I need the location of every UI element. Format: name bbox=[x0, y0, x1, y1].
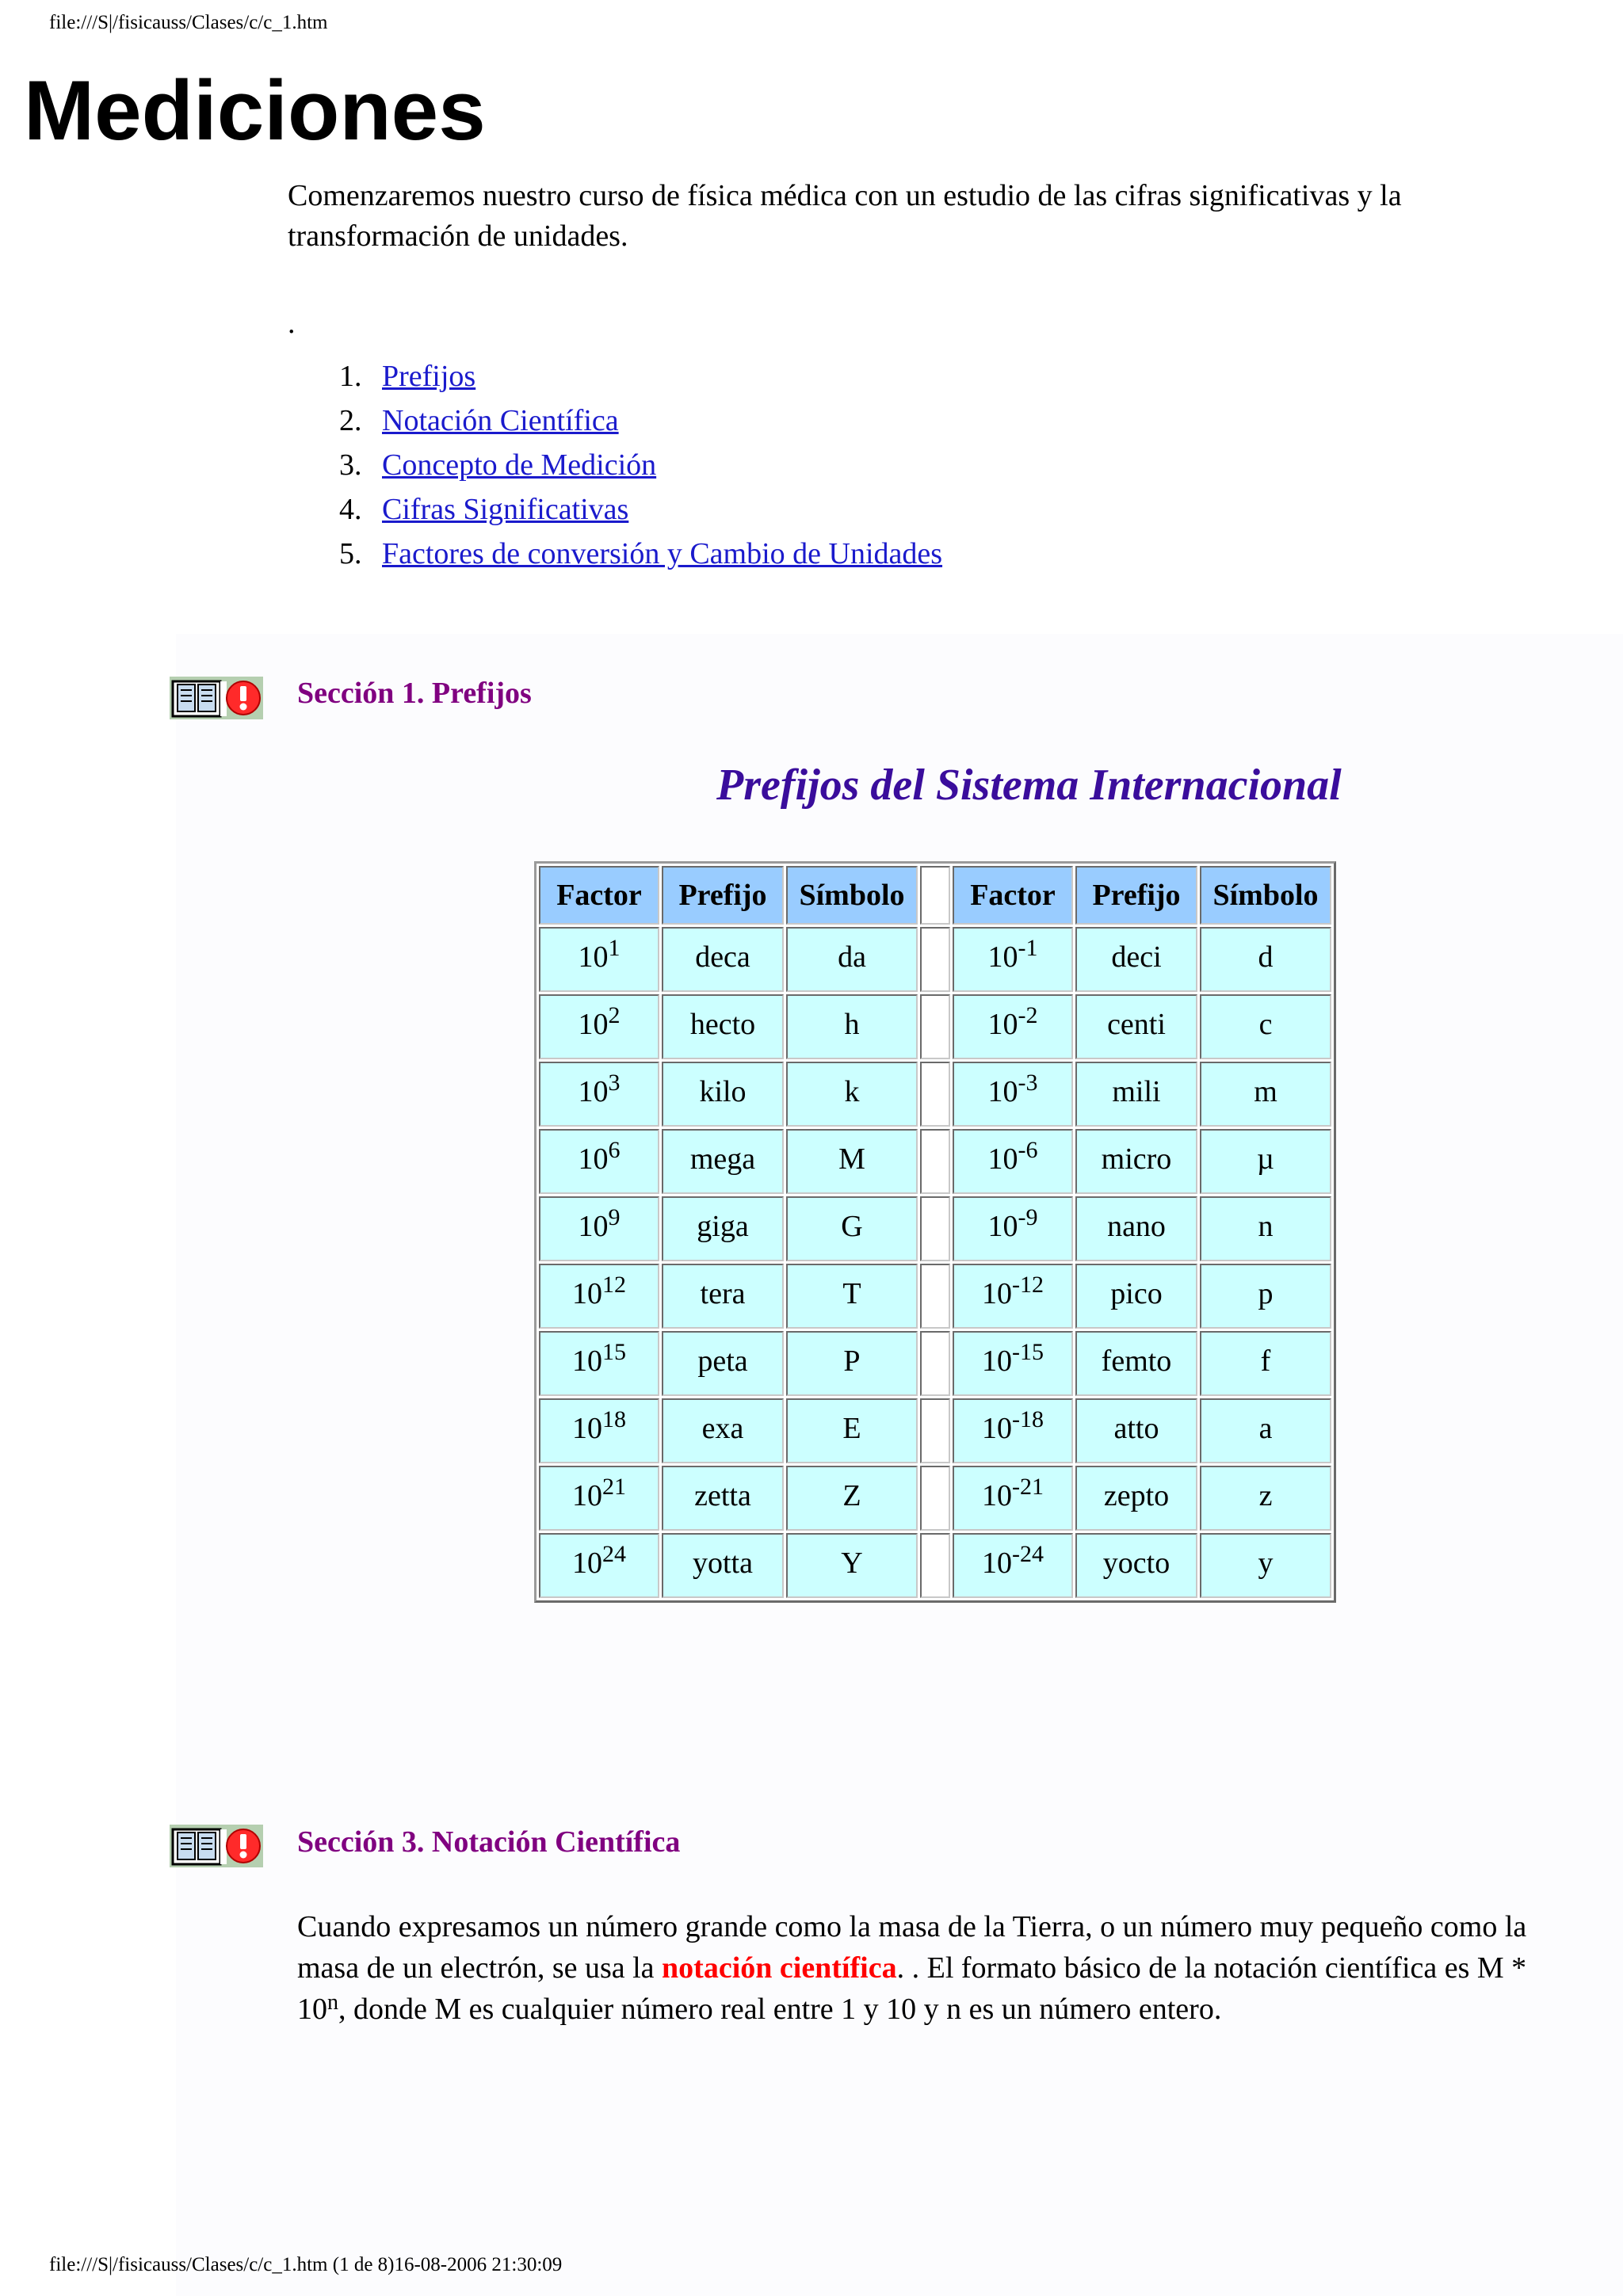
symbol-cell: Z bbox=[786, 1466, 918, 1531]
symbol-cell: E bbox=[786, 1398, 918, 1463]
notacion-cientifica-paragraph: Cuando expresamos un número grande como la masa de la Tierra, o un número muy pequeño como la masa de un electrón, se usa la notación científica. . El formato básico de la notación científica es M * 10$^n$, donde M es cualquier número real entre 1 y 10 y n es un número entero. bbox=[297, 1910, 1527, 2026]
browser-url-header: file:///S|/fisicauss/Clases/c/c_1.htm bbox=[49, 12, 328, 33]
symbol-cell: T bbox=[786, 1264, 918, 1329]
header-factor: Factor bbox=[539, 866, 659, 925]
prefix-cell: nano bbox=[1075, 1196, 1197, 1261]
intro-paragraph: Comenzaremos nuestro curso de física médica con un estudio de las cifras significativas y la transformación de unidades. bbox=[288, 179, 1402, 253]
table-row bbox=[539, 1129, 1331, 1194]
toc-number: 4. bbox=[339, 493, 362, 526]
toc-item bbox=[339, 443, 942, 487]
header-spacer bbox=[920, 866, 950, 925]
toc-number: 2. bbox=[339, 404, 362, 437]
table-of-contents bbox=[339, 354, 942, 576]
symbol-cell: f bbox=[1200, 1331, 1331, 1396]
spacer-cell bbox=[920, 1129, 950, 1194]
table-row bbox=[539, 1533, 1331, 1598]
table-row bbox=[539, 1398, 1331, 1463]
factor-cell: $10^{21}$ bbox=[539, 1466, 659, 1531]
symbol-cell: c bbox=[1200, 994, 1331, 1059]
factor-cell: $10^{15}$ bbox=[539, 1331, 659, 1396]
factor-cell: $10^9$ bbox=[539, 1196, 659, 1261]
toc-number: 1. bbox=[339, 360, 362, 393]
book-alert-icon bbox=[170, 677, 263, 719]
prefix-cell: kilo bbox=[662, 1062, 784, 1127]
toc-number: 3. bbox=[339, 448, 362, 482]
spacer-cell bbox=[920, 1264, 950, 1329]
si-prefixes-table bbox=[534, 861, 1336, 1603]
spacer-cell bbox=[920, 1533, 950, 1598]
prefix-cell: deci bbox=[1075, 927, 1197, 992]
symbol-cell: k bbox=[786, 1062, 918, 1127]
prefix-cell: yocto bbox=[1075, 1533, 1197, 1598]
prefix-cell: femto bbox=[1075, 1331, 1197, 1396]
prefix-cell: yotta bbox=[662, 1533, 784, 1598]
factor-cell: $10^{-3}$ bbox=[953, 1062, 1073, 1127]
symbol-cell: y bbox=[1200, 1533, 1331, 1598]
header-factor: Factor bbox=[953, 866, 1073, 925]
symbol-cell: h bbox=[786, 994, 918, 1059]
factor-cell: $10^{18}$ bbox=[539, 1398, 659, 1463]
table-row bbox=[539, 1264, 1331, 1329]
table-row bbox=[539, 1196, 1331, 1261]
toc-item bbox=[339, 354, 942, 399]
factor-cell: $10^{-24}$ bbox=[953, 1533, 1073, 1598]
factor-cell: $10^{-2}$ bbox=[953, 994, 1073, 1059]
browser-url-footer: file:///S|/fisicauss/Clases/c/c_1.htm (1 de 8)16-08-2006 21:30:09 bbox=[49, 2254, 563, 2275]
prefix-cell: hecto bbox=[662, 994, 784, 1059]
spacer-cell bbox=[920, 994, 950, 1059]
spacer-cell bbox=[920, 1398, 950, 1463]
factor-cell: $10^{-12}$ bbox=[953, 1264, 1073, 1329]
book-alert-icon bbox=[170, 1825, 263, 1867]
highlight-term: notación científica bbox=[662, 1951, 897, 1985]
header-simbolo: Símbolo bbox=[786, 866, 918, 925]
factor-cell: $10^{-21}$ bbox=[953, 1466, 1073, 1531]
symbol-cell: n bbox=[1200, 1196, 1331, 1261]
section-3-title: Sección 3. Notación Científica bbox=[297, 1825, 681, 1859]
prefix-cell: zepto bbox=[1075, 1466, 1197, 1531]
symbol-cell: a bbox=[1200, 1398, 1331, 1463]
prefix-cell: tera bbox=[662, 1264, 784, 1329]
symbol-cell: M bbox=[786, 1129, 918, 1194]
symbol-cell: z bbox=[1200, 1466, 1331, 1531]
prefix-cell: deca bbox=[662, 927, 784, 992]
prefix-cell: zetta bbox=[662, 1466, 784, 1531]
toc-item bbox=[339, 487, 942, 532]
toc-link-cifras-significativas[interactable]: Cifras Significativas bbox=[382, 493, 629, 526]
table-row bbox=[539, 1466, 1331, 1531]
factor-cell: $10^3$ bbox=[539, 1062, 659, 1127]
factor-cell: $10^{-15}$ bbox=[953, 1331, 1073, 1396]
table-row bbox=[539, 1331, 1331, 1396]
prefix-cell: atto bbox=[1075, 1398, 1197, 1463]
factor-cell: $10^{24}$ bbox=[539, 1533, 659, 1598]
toc-link-notacion-cientifica[interactable]: Notación Científica bbox=[382, 404, 619, 437]
header-simbolo: Símbolo bbox=[1200, 866, 1331, 925]
table-header-row bbox=[539, 866, 1331, 925]
symbol-cell: d bbox=[1200, 927, 1331, 992]
prefix-cell: centi bbox=[1075, 994, 1197, 1059]
table-row bbox=[539, 1062, 1331, 1127]
toc-link-prefijos[interactable]: Prefijos bbox=[382, 360, 476, 393]
symbol-cell: m bbox=[1200, 1062, 1331, 1127]
factor-cell: $10^6$ bbox=[539, 1129, 659, 1194]
factor-cell: $10^{12}$ bbox=[539, 1264, 659, 1329]
prefix-cell: giga bbox=[662, 1196, 784, 1261]
toc-link-factores-conversion[interactable]: Factores de conversión y Cambio de Unidades bbox=[382, 537, 943, 570]
toc-item bbox=[339, 532, 942, 576]
prefix-cell: mili bbox=[1075, 1062, 1197, 1127]
spacer-cell bbox=[920, 927, 950, 992]
spacer-cell bbox=[920, 1062, 950, 1127]
prefix-cell: pico bbox=[1075, 1264, 1197, 1329]
factor-cell: $10^{-18}$ bbox=[953, 1398, 1073, 1463]
factor-cell: $10^2$ bbox=[539, 994, 659, 1059]
table-row bbox=[539, 927, 1331, 992]
section-1-title: Sección 1. Prefijos bbox=[297, 677, 532, 710]
symbol-cell: µ bbox=[1200, 1129, 1331, 1194]
symbol-cell: Y bbox=[786, 1533, 918, 1598]
prefix-cell: exa bbox=[662, 1398, 784, 1463]
table-row bbox=[539, 994, 1331, 1059]
factor-cell: $10^1$ bbox=[539, 927, 659, 992]
toc-link-concepto-medicion[interactable]: Concepto de Medición bbox=[382, 448, 657, 482]
prefix-cell: peta bbox=[662, 1331, 784, 1396]
separator-dot: . bbox=[288, 307, 296, 340]
spacer-cell bbox=[920, 1331, 950, 1396]
header-prefijo: Prefijo bbox=[1075, 866, 1197, 925]
symbol-cell: p bbox=[1200, 1264, 1331, 1329]
prefix-table-title: Prefijos del Sistema Internacional bbox=[716, 761, 1342, 810]
header-prefijo: Prefijo bbox=[662, 866, 784, 925]
page-title: Mediciones bbox=[24, 63, 486, 158]
symbol-cell: P bbox=[786, 1331, 918, 1396]
factor-cell: $10^{-6}$ bbox=[953, 1129, 1073, 1194]
prefix-cell: mega bbox=[662, 1129, 784, 1194]
prefix-cell: micro bbox=[1075, 1129, 1197, 1194]
toc-item bbox=[339, 399, 942, 443]
symbol-cell: G bbox=[786, 1196, 918, 1261]
spacer-cell bbox=[920, 1196, 950, 1261]
factor-cell: $10^{-1}$ bbox=[953, 927, 1073, 992]
factor-cell: $10^{-9}$ bbox=[953, 1196, 1073, 1261]
symbol-cell: da bbox=[786, 927, 918, 992]
spacer-cell bbox=[920, 1466, 950, 1531]
toc-number: 5. bbox=[339, 537, 362, 570]
